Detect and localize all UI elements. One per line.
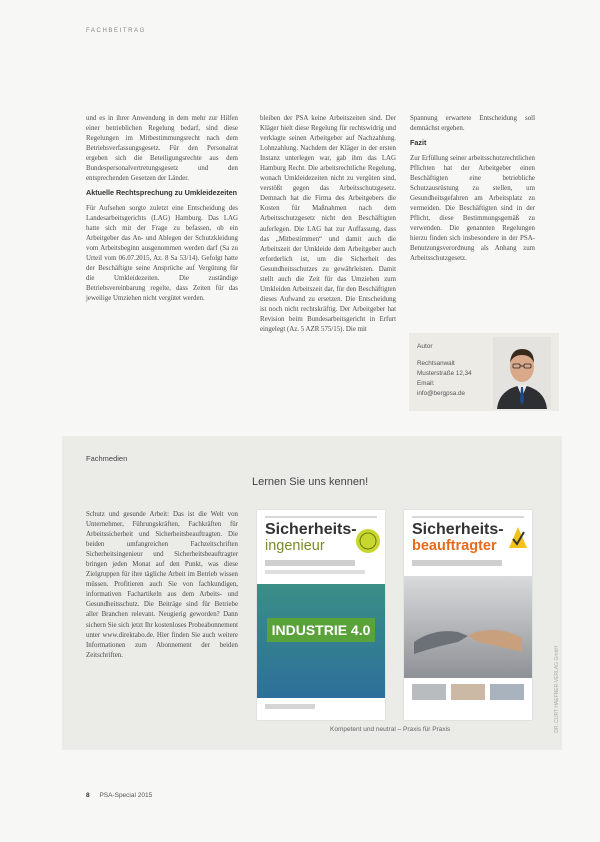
cover1-subtitle-bar	[265, 570, 365, 574]
industrie-banner-text: INDUSTRIE 4.0	[271, 622, 371, 638]
article-column-1	[86, 114, 238, 308]
author-details	[417, 359, 472, 399]
col3-paragraph: Spannung erwartete Entscheidung soll demnächst ergehen.	[410, 115, 535, 133]
ad-side-text: DR. CURT HAEFNER-VERLAG GmbH	[554, 646, 560, 733]
col2-paragraph: bleiben der PSA keine Arbeitszeiten sind. Der Kläger hielt diese Regelung für rechtswidrig und verklagte seinen Arbeitgeber auf Nachzahlung. Lohnzahlung. Nachdem der Kläger in der ersten Instanz unterlegen war, gab ihm das LAG Hamburg Recht. Die arbeitsrechtliche Regelung, wonach Umkleidezeiten nicht zu vergüten sind, verstößt gegen das Arbeitsschutzgesetz. Demnach hat die Firma des Arbeitgebers die Kosten für Maßnahmen nach dem Arbeitsschutzgesetz nicht den Beschäftigten auferlegen. Die LAG hat zur Auffassung, dass das „Mitbestimmen“ und damit auch die Arbeitszeit der Umkleide dem Arbeitgeber auch erforderlich ist, um die Sicherheit des Gesundheitsschutzes zu gewährleisten. Damit stellt auch die Zeit für das Umziehen zum Umkleiden Arbeitszeit dar, für den Beschäftigten dieses Aufwand zu ersetzen. Die Entscheidung ist noch nicht rechtskräftig. Der Arbeitgeber hat Revision beim Bundesarbeitsgericht in Erfurt eingelegt (Az. 5 AZR 575/15). Die mit	[260, 115, 396, 333]
section-label: FACHBEITRAG	[86, 28, 146, 34]
cover1-title-line1: Sicherheits-	[265, 521, 357, 538]
col1-heading: Aktuelle Rechtsprechung zu Umkleidezeiten	[86, 188, 237, 198]
page-number: 8	[86, 792, 90, 799]
author-line: Email:	[417, 380, 435, 387]
col1-paragraph: und es in ihrer Anwendung in dem mehr zur Hilfen einer betrieblichen Regelung bedarf, sind diese Regelungen im Mitbestimmungsrecht nach dem Betriebsverfassungsgesetz. Für den Personalrat ergeben sich die Beteiligungsrechte aus dem Bundespersonalvertretungsgesetz und den entsprechenden Gesetzen der Länder.	[86, 115, 238, 183]
author-label: Autor	[417, 343, 433, 350]
ad-section-label: Fachmedien	[86, 454, 128, 463]
magazine-cover-sicherheitsingenieur	[257, 510, 385, 720]
article-column-3	[410, 114, 535, 268]
col1-paragraph: Für Aufsehen sorgte zuletzt eine Entscheidung des Landesarbeitsgerichts (LAG) Hamburg. Das LAG hatte sich mit der Frage zu befassen, ob ein Arbeitgeber das An- und Ablegen der Schutzkleidung vom Arbeitsbeginn ausgenommen werden darf (Sa zu Urteil vom 06.07.2015, Az. 8 Sa 53/14). Gefolgt hatte der Beschäftigte seine Ansprüche auf Vergütung für die Umkleidezeiten. Die zuständige Betriebsvereinbarung regelte, dass Zeiten für das jeweilige Umziehen nicht vergütet werden.	[86, 204, 238, 303]
publication-name: PSA-Special 2015	[99, 792, 153, 799]
cover2-subtitle-bar	[412, 560, 502, 566]
thumbnail	[451, 684, 485, 700]
cover-topline	[412, 516, 524, 518]
cover2-thumbnails	[412, 684, 524, 700]
author-photo	[493, 337, 551, 409]
cover2-title-line1: Sicherheits-	[412, 521, 504, 538]
cover1-title-line2: ingenieur	[265, 538, 325, 554]
author-line: info@bergpsa.de	[417, 390, 466, 397]
cover2-image	[404, 576, 532, 678]
author-box	[409, 333, 559, 411]
ad-caption: Kompetent und neutral – Praxis für Praxis	[330, 726, 451, 733]
cover2-title-line2: beauftragter	[412, 538, 497, 554]
col3-paragraph: Zur Erfüllung seiner arbeitsschutzrechtlichen Pflichten hat der Arbeitgeber einen Beschäftigten eine betriebliche Schutzausrüstung zu stellen, um Gesundheitsgefahren am Arbeitsplatz zu vermeiden. Die Beschäftigten sind in der Pflicht, diese Bestimmungsgemäß zu verwenden. Die genannten Regelungen hierzu finden sich insbesondere in der PSA-Benutzungsverordnung als Anhang zum Arbeitsschutzgesetz.	[410, 154, 535, 263]
thumbnail	[490, 684, 524, 700]
cover1-subtitle-bar	[265, 560, 355, 566]
thumbnail	[412, 684, 446, 700]
fazit-heading: Fazit	[410, 138, 427, 148]
cover2-checkmark-icon	[508, 526, 528, 550]
ad-headline: Lernen Sie uns kennen!	[252, 476, 369, 488]
ad-text: Schutz und gesunde Arbeit: Das ist die Welt von Unternehmer, Führungskräften, Fachkräften für Arbeitssicherheit und Sicherheitsbeauftragten. Die beiden umfangreichen Fachzeitschriften Sicherheitsingenieur und Sicherheitsbeauftragter bringen jeden Monat auf den Punkt, was diese Zielgruppen für ihre tägliche Arbeit im Betrieb wissen müssen. Profitieren auch Sie von fachkundigen, informativen Fachartikeln aus dem Arbeits- und Gesundheitsschutz. Die Beiträge sind für Betriebe aller Branchen relevant. Neugierig geworden? Dann sichern Sie sich jetzt Ihr kostenloses Probeabonnement unter www.direktabo.de. Hier finden Sie auch weitere Informationen zum Abonnement der beiden Zeitschriften.	[86, 511, 238, 659]
advertisement	[62, 436, 562, 750]
cover-topline	[265, 516, 377, 518]
author-line: Rechtsanwalt	[417, 360, 455, 367]
cover1-image	[257, 584, 385, 698]
industrie-banner	[267, 618, 375, 642]
page-footer	[86, 792, 152, 799]
magazine-cover-sicherheitsbeauftragter	[404, 510, 532, 720]
author-line: Musterstraße 12,34	[417, 370, 472, 377]
article-column-2	[260, 114, 396, 339]
cover1-badge-icon	[355, 528, 381, 554]
robot-hand-icon	[414, 602, 522, 662]
cover1-footer-bar	[265, 704, 315, 709]
